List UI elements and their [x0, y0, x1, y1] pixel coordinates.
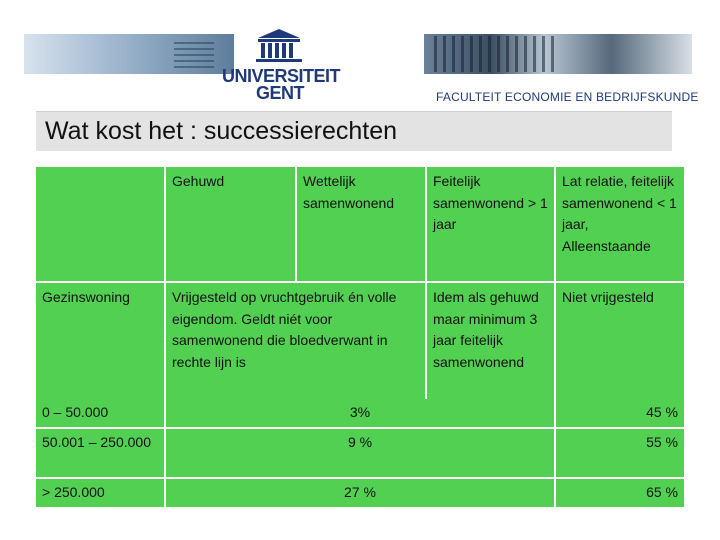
row-label-gezinswoning: Gezinswoning	[36, 283, 164, 399]
university-logo-icon	[250, 26, 308, 66]
university-logo-text	[222, 66, 341, 103]
rate-range-2: 50.001 – 250.000	[36, 429, 164, 477]
rate-b-2: 55 %	[556, 429, 684, 477]
logo-line-1: UNIVERSITEIT	[222, 66, 341, 86]
logo-line-2: GENT	[255, 83, 304, 103]
header-banner	[24, 34, 692, 74]
header-cell-married: Gehuwd	[166, 167, 295, 281]
banner-photo-left	[24, 34, 234, 74]
rate-b-1: 45 %	[556, 399, 684, 427]
cell-gezinswoning-other: Niet vrijgesteld	[556, 283, 684, 399]
banner-photo-right	[424, 34, 692, 74]
header-cell-legal-cohabiting: Wettelijk samenwonend	[297, 167, 425, 281]
cell-gezinswoning-factual: Idem als gehuwd maar minimum 3 jaar feitelijk samenwonend	[427, 283, 554, 399]
slide-title-bar	[36, 111, 672, 151]
rate-a-2: 9 %	[166, 429, 554, 477]
cell-gezinswoning-married-legal: Vrijgesteld op vruchtgebruik én volle eigendom. Geldt niét voor samenwonend die bloedverwant in rechte lijn is	[166, 283, 425, 399]
slide-title: Wat kost het : successierechten	[45, 117, 398, 145]
header-cell-empty	[36, 167, 164, 281]
header-cell-factual-cohabiting: Feitelijk samenwonend > 1 jaar	[427, 167, 554, 281]
rate-range-3: > 250.000	[36, 479, 164, 507]
rate-a-1: 3%	[166, 399, 554, 427]
rate-b-3: 65 %	[556, 479, 684, 507]
rate-range-1: 0 – 50.000	[36, 399, 164, 427]
rate-a-3: 27 %	[166, 479, 554, 507]
faculty-name: FACULTEIT ECONOMIE EN BEDRIJFSKUNDE	[436, 90, 699, 104]
header-cell-other: Lat relatie, feitelijk samenwonend < 1 jaar, Alleenstaande	[556, 167, 684, 281]
